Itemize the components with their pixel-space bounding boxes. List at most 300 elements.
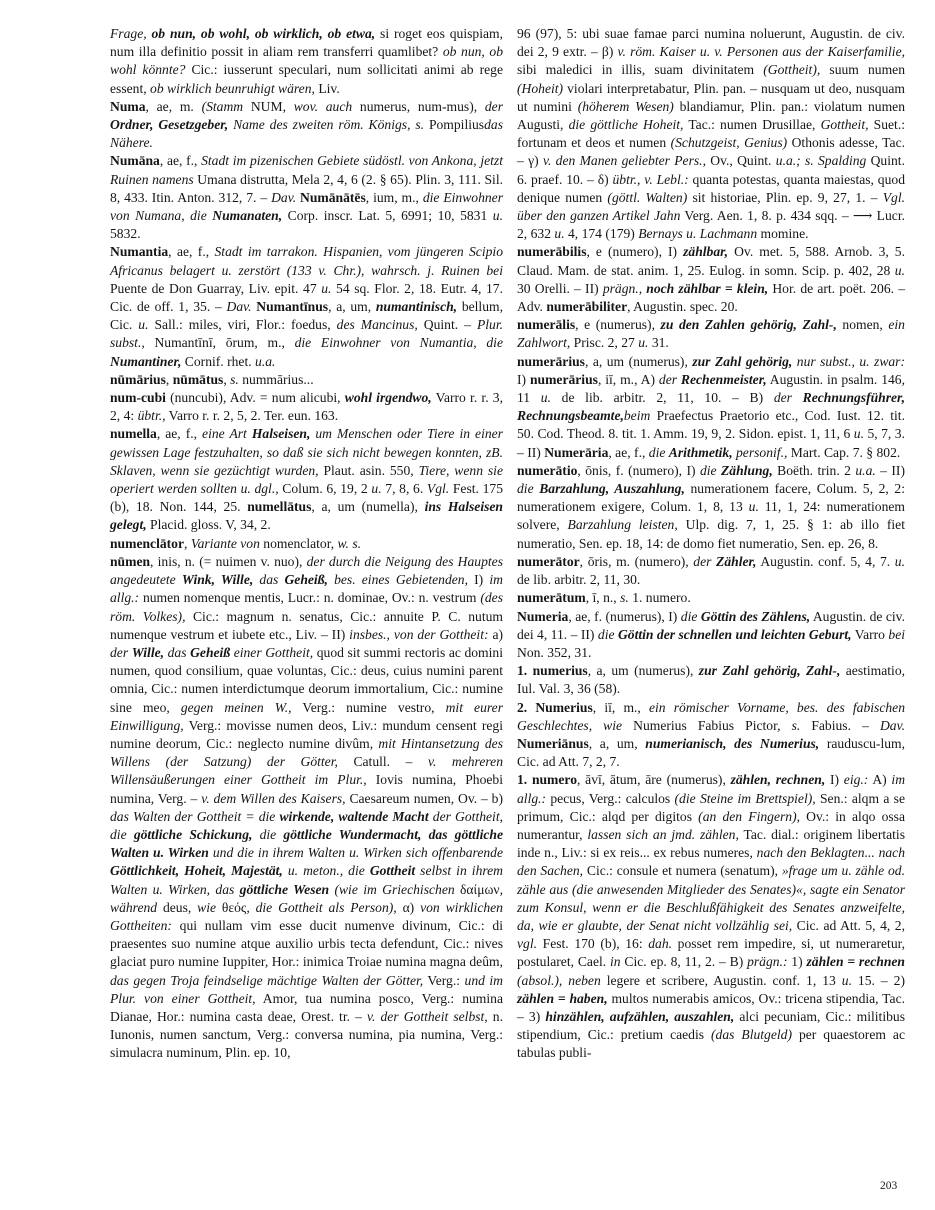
entry-text: numerus, num-mus), <box>352 98 485 114</box>
dictionary-entry <box>517 243 905 316</box>
entry-text: Barzahlung leisten, <box>567 517 678 533</box>
entry-text: nomen, <box>836 317 889 333</box>
entry-text: Puente de Don Guarray, Liv. epit. 47 <box>110 280 322 296</box>
entry-text: die Einwohner von Numantia, die <box>294 335 503 351</box>
entry-headword: Numānātēs <box>300 189 366 205</box>
entry-text: göttliche Wundermacht, das göttliche Walten u. Wirken <box>110 826 504 861</box>
entry-text: numen nomenque mentis, Lucr.: n. dominae, Ov.: n. vestrum <box>139 590 481 606</box>
entry-text: prägn.: <box>747 954 788 970</box>
entry-text: Tac.: numen Drusillae, <box>683 117 821 133</box>
entry-text: Plaut. asin. 550, <box>318 462 419 478</box>
entry-text: die <box>680 608 701 624</box>
entry-text: (die Steine im Brettspiel), <box>674 790 816 806</box>
entry-text: rauduscu-lum, Cic. ad Att. 7, 2, 7. <box>517 735 906 770</box>
entry-text: übtr., v. Lebl.: <box>612 171 689 187</box>
entry-text: Varro <box>851 626 889 642</box>
entry-text: Geheiß <box>190 644 231 660</box>
entry-text: Ov.: in alqo ossa numerantur, <box>517 808 906 842</box>
entry-text: Iovis numina, Phoebi numina, Verg. – <box>110 772 503 806</box>
entry-headword: Numerāria <box>544 444 609 460</box>
entry-text: ob wirklich beunruhigt wären, <box>150 80 315 96</box>
entry-text: die Einwohner von Numana, die <box>110 189 504 224</box>
entry-text: mit eurer Einwilligung, <box>110 699 503 733</box>
entry-headword: Numantīnus <box>256 299 329 315</box>
entry-text: α) <box>396 899 421 915</box>
entry-text: im allg.: <box>110 572 503 606</box>
entry-text: der <box>773 390 803 406</box>
entry-text: Rechnungsführer, Rechnungsbeamte, <box>517 390 905 424</box>
entry-text: der Gottheit, die <box>110 808 504 842</box>
dictionary-entry <box>517 589 905 607</box>
entry-text: δαίμων <box>460 881 500 897</box>
entry-text: u. <box>748 499 759 515</box>
entry-text: , ae, f. (numerus), I) <box>568 608 681 624</box>
entry-text: Dav. <box>879 717 905 733</box>
entry-text: 15. – 2) <box>851 972 905 988</box>
entry-text: Non. 352, 31. <box>517 644 592 660</box>
entry-text: v. mehreren Willensäußerungen einer Gottheit im Plur., <box>110 754 503 788</box>
entry-text: Ulp. dig. 7, 1, 25. § 1: ab illo fiet numeratio, Sen. ep. 18, 14: de domo fiet numeratio, Sen. ep. 26, 8. <box>517 517 905 551</box>
entry-text: Verg. Aen. 1, 8. p. 434 sqq. – ⟶ Lucr. 2, 632 <box>517 208 905 242</box>
entry-text: Hor. de art. poët. 206. – Adv. <box>517 280 905 315</box>
entry-text: , ae, f., <box>168 244 215 260</box>
entry-text: nach den Beklagten... nach den Sachen, <box>517 845 905 879</box>
entry-text: zählen = haben, <box>517 990 608 1006</box>
entry-text: göttliche Schickung, <box>133 826 253 842</box>
entry-text: 5832. <box>110 226 141 242</box>
entry-text: wohl irgendwo, <box>344 390 432 406</box>
entry-text: Arithmetik, <box>668 444 733 460</box>
entry-text: Vgl. über den ganzen Artikel Jahn <box>517 189 906 224</box>
entry-text: , <box>165 371 173 387</box>
entry-text: Stadt im pizenischen Gebiete südöstl. von Ankona, jetzt Ruinen namens <box>110 153 503 187</box>
dictionary-entry <box>517 353 905 462</box>
dictionary-entry <box>110 389 503 425</box>
entry-text: A) <box>868 772 892 788</box>
entry-text: u. <box>894 262 905 278</box>
entry-text: die <box>597 626 618 642</box>
entry-text: si roget eos quispiam, num illa definitio possit in aliam rem transferri quamlibet? <box>110 26 503 60</box>
entry-text: 7, 8, 6. <box>381 481 427 497</box>
entry-text: u. <box>371 481 382 497</box>
dictionary-entry <box>110 371 503 389</box>
entry-text: a) <box>488 626 504 642</box>
entry-text: 11, 1, 24: numerationem solvere, <box>517 499 905 533</box>
entry-text: Praefectus Praetorio etc., Cod. Iust. 12. tit. 50. Cod. Theod. 8. tit. 1. Amm. 19, 9, 2. Sidon. epist. 1, 11, 6 <box>517 408 905 442</box>
entry-text: , ium, m., <box>365 189 423 205</box>
entry-text: Othonis adesse, Tac. – γ) <box>517 135 906 169</box>
entry-text: qui nullam vim esse ducit numenve divinum, Cic.: di praesentes suo numine atque auxilio urbis tecta defendunt, Cic.: nives glaciat puro numine Iuppiter, Hor.: inimica Troiae numina magna deûm, <box>110 917 503 970</box>
entry-text: Zählung, <box>720 462 773 478</box>
dictionary-entry <box>110 425 503 534</box>
entry-text: NUM, <box>243 98 294 114</box>
entry-text: ob nun, ob wohl, ob wirklich, ob etwa, <box>151 26 376 41</box>
entry-text: zur Zahl gehörig, Zahl-, <box>698 663 841 679</box>
entry-text: (Stamm <box>201 98 244 114</box>
entry-text: u. <box>492 208 503 224</box>
entry-text: Amor, tua numina posco, Verg.: numina Dianae, Hor.: numina casta deae, Orest. tr. – <box>110 990 503 1024</box>
entry-text: 1) <box>787 954 807 970</box>
entry-text: dah. <box>648 936 673 952</box>
entry-text: , während <box>110 881 503 915</box>
entry-text: noch zählbar = klein, <box>646 280 769 296</box>
entry-text: numerianisch, des Numerius, <box>645 735 820 751</box>
entry-text: , a, um (numerus), <box>584 353 693 369</box>
entry-text: Varro r. r. 2, 5, 2. Ter. eun. 163. <box>165 408 339 424</box>
entry-text: , a, um (numella), <box>311 499 425 515</box>
entry-text: wirkende, waltende Macht <box>279 808 429 824</box>
entry-text: hinzählen, aufzählen, auszahlen, <box>545 1008 735 1024</box>
entry-text: Plur. subst., <box>110 317 503 351</box>
entry-text: 54 sq. Flor. 2, 18. Eutr. 4, 17. Cic. de off. 1, 35. – <box>110 280 503 315</box>
entry-headword: numerātio <box>517 462 578 478</box>
entry-text: Cic. ad Att. 5, 4, 2, <box>792 917 905 933</box>
dictionary-entry <box>110 25 503 98</box>
entry-text: , inis, n. (= nuimen v. nuo), <box>150 553 307 569</box>
entry-headword: nūmen <box>110 553 151 569</box>
entry-text: Ov., Quint. <box>705 153 776 169</box>
entry-text: Pompilius <box>424 117 485 133</box>
entry-text: u. <box>138 317 149 333</box>
entry-text: u. <box>540 390 551 406</box>
entry-text: Suet.: fortunam et deos et numen <box>517 117 905 151</box>
entry-text: Frage, <box>110 26 152 41</box>
entry-text: Fabius. – <box>800 717 880 733</box>
entry-text: Tac. dial.: originem libertatis inde n., Liv.: si ex reis... ex rebus numeres, <box>517 826 906 861</box>
entry-text: pecus, Verg.: calculos <box>546 790 675 806</box>
entry-text: 96 (97), 5: ubi suae famae parci numina noluerunt, Augustin. de civ. dei 2, 9 extr. – β) <box>517 26 905 60</box>
entry-headword: 1. numero <box>517 772 578 788</box>
entry-text: Ordner, Gesetzgeber, <box>110 117 229 133</box>
entry-text: de lib. arbitr. 2, 11, 10. – B) <box>550 390 774 406</box>
entry-text: Numanaten, <box>212 208 283 224</box>
right-column <box>517 25 905 1063</box>
entry-text: Corp. inscr. Lat. 5, 6991; 10, 5831 <box>282 208 493 224</box>
entry-headword: numerātum <box>517 590 586 606</box>
entry-headword: nūmātus <box>172 371 224 387</box>
entry-text: Gottheit <box>369 863 416 879</box>
entry-text: im allg.: <box>517 772 906 806</box>
entry-text: Halseisen, <box>251 426 311 442</box>
entry-text: bei <box>888 626 906 642</box>
entry-text: (Gottheit), <box>763 62 821 78</box>
entry-headword: num-cubi <box>110 390 166 406</box>
entry-text: Numantīnī, ōrum, m., <box>144 335 295 351</box>
dictionary-entry <box>110 553 503 1063</box>
entry-text: Quint. 6. praef. 10. – δ) <box>517 153 905 187</box>
entry-text: beim <box>623 408 651 424</box>
entry-text: Bernays u. Lachmann <box>638 226 758 242</box>
entry-text: posset rem impedire, si, ut numeraretur, postularet, Cael. <box>517 936 905 970</box>
entry-text: einer Gottheit, <box>230 644 314 660</box>
entry-text: , e (numerus), <box>575 317 661 333</box>
entry-text: (das Blutgeld) <box>711 1027 792 1043</box>
entry-text: Placid. gloss. V, 34, 2. <box>146 517 271 533</box>
entry-text: prägn., <box>602 280 647 296</box>
entry-text: vgl. <box>517 936 538 952</box>
entry-text: aestimatio, Iul. Val. 3, 36 (58). <box>517 663 906 697</box>
entry-text: die <box>699 462 721 478</box>
dictionary-entry <box>110 152 503 243</box>
entry-text: quanta potestas, quanta maiestas, quod denique numen <box>517 171 905 205</box>
entry-text: , ae, m. <box>145 98 202 114</box>
entry-text: sit historiae, Plin. ep. 9, 27, 1. – <box>687 189 883 205</box>
entry-text: quod sit summi rectoris ac domini numen, quod consilium, quae voluntas, Cic.: deus, cuius numini parent omnia, Cic.: numen interdictumque deorum immortalium, Cic.: numine sine meo, <box>110 644 503 715</box>
entry-text: Fest. 175 (b), 18. Non. 144, 25. <box>110 481 503 515</box>
entry-text: Göttin des Zählens, <box>700 608 811 624</box>
entry-text: übtr., <box>137 408 166 424</box>
entry-headword: numerātor <box>517 553 580 569</box>
entry-text: momine. <box>757 226 809 242</box>
entry-text: v. der Gottheit selbst, <box>366 1008 488 1024</box>
left-column <box>110 25 503 1063</box>
entry-text: (absol.), <box>517 972 563 988</box>
entry-text: Caesareum numen, Ov. – b) <box>345 790 504 806</box>
entry-text: Verg.: numine vestro, <box>291 699 446 715</box>
entry-text: mit Hintansetzung des Willens (der Satzung) der Götter, <box>110 735 503 770</box>
entry-text: w. s. <box>337 535 362 551</box>
entry-text: u.a.; s. Spalding <box>775 153 867 169</box>
entry-text: und im Plur. von einer Gottheit, <box>110 972 503 1006</box>
entry-text: nur subst., u. zwar: <box>792 353 905 369</box>
entry-text: insbes., von der Gottheit: <box>349 626 489 642</box>
entry-text: suum numen <box>820 62 905 78</box>
entry-text: u.a. <box>255 353 276 369</box>
entry-text: u.a. <box>855 462 876 478</box>
entry-text: s. <box>230 371 239 387</box>
entry-text: s. <box>791 717 801 733</box>
entry-text: numerationem facere, Colum. 5, 2, 2: numerationem exigere, Colum. 1, 8, 13 <box>517 481 905 515</box>
entry-headword: numerābiliter <box>546 299 628 315</box>
entry-text: das <box>164 644 191 660</box>
dictionary-entry <box>517 608 905 663</box>
entry-text: , wie <box>187 899 222 915</box>
entry-text: Boëth. trin. 2 <box>772 462 856 478</box>
entry-text: Variante von <box>190 535 260 551</box>
entry-text: 5, 7, 3. – II) <box>517 426 906 460</box>
entry-text: Cic.: consule et numera (senatum), <box>583 863 782 879</box>
entry-text: Augustin. in psalm. 146, 11 <box>517 371 905 406</box>
entry-text: Cic.: iusserunt speculari, num sollicitati animi ab rege essent, <box>110 62 503 96</box>
entry-text: I) <box>825 772 844 788</box>
entry-text: – II) <box>875 462 905 478</box>
entry-text: Göttlichkeit, Hoheit, Majestät, <box>110 863 283 879</box>
entry-text: Numantiner, <box>110 353 182 369</box>
entry-text: numantinisch, <box>375 299 458 315</box>
entry-text: 30 Orelli. – II) <box>517 280 603 296</box>
entry-text: der durch die Neigung des Hauptes angedeutete <box>110 553 503 588</box>
entry-headword: nūmārius <box>110 371 166 387</box>
entry-text: Barzahlung, Auszahlung, <box>539 481 685 497</box>
page-number: 203 <box>880 1180 898 1192</box>
entry-text: von wirklichen Gottheiten: <box>110 899 503 933</box>
entry-headword: numerārius <box>529 371 598 387</box>
entry-text: , ōnis, f. (numero), I) <box>577 462 700 478</box>
entry-text: Cornif. rhet. <box>181 353 256 369</box>
entry-text: v. den Manen geliebter Pers., <box>542 153 706 169</box>
entry-text: (an den Fingern), <box>698 808 800 824</box>
entry-text: , ae, f., <box>159 153 202 169</box>
entry-text: u. meton., die <box>282 863 370 879</box>
entry-text: die <box>252 826 284 842</box>
entry-text: um Menschen oder Tiere in einer gewissen Lage festzuhalten, so daß sie sich nicht bewegen konnten, zB. Sklaven, wenn sie gezüchtigt wurden, <box>110 426 503 478</box>
entry-text: Sen.: alqm a se primum, Cic.: alqd per digitos <box>517 790 905 824</box>
entry-text: Verg.: <box>423 972 465 988</box>
entry-text: der <box>693 553 717 569</box>
entry-headword: Numeriānus <box>517 735 589 751</box>
dictionary-entry <box>517 462 905 553</box>
entry-text: Varro r. r. 3, 2, 4: <box>110 390 503 424</box>
dictionary-entry <box>517 553 905 589</box>
entry-text: ins Halseisen gelegt, <box>110 499 503 533</box>
entry-text: 31. <box>648 335 669 351</box>
entry-text: das gegen Troja feindselige mächtige Walten der Götter, <box>110 972 424 988</box>
entry-headword: numellātus <box>247 499 312 515</box>
entry-text: nomenclator, <box>259 535 338 551</box>
entry-headword: numella <box>110 426 157 442</box>
entry-text: das Nähere. <box>110 117 503 151</box>
entry-text: Vgl. <box>426 481 450 497</box>
entry-text: Name des zweiten röm. Königs, s. <box>228 117 425 133</box>
entry-text: , iī, m., <box>592 699 649 715</box>
entry-text: Mart. Cap. 7. § 802. <box>787 444 901 460</box>
entry-text: lassen sich an jmd. zählen, <box>587 826 739 842</box>
entry-text: Stadt im tarrakon. Hispanien, vom jüngeren Scipio Africanus belagert u. zerstört (133 v. Chr.), wahrsch. j. Ruinen bei <box>110 244 503 278</box>
entry-text: der <box>658 371 681 387</box>
entry-text: eine Art <box>202 426 252 442</box>
entry-text: , āvī, ātum, āre (numerus), <box>577 772 731 788</box>
entry-headword: 1. numerius <box>517 663 588 679</box>
entry-text: v. dem Willen des Kaisers, <box>201 790 346 806</box>
entry-text: Numerius Fabius Pictor, <box>622 717 792 733</box>
entry-text: das <box>253 572 285 588</box>
entry-text: Quint. – <box>417 317 477 333</box>
entry-headword: 2. Numerius <box>517 699 593 715</box>
entry-text: , ōris, m. (numero), <box>579 553 694 569</box>
entry-text: gegen meinen W., <box>180 699 292 715</box>
entry-text: Göttin der schnellen und leichten Geburt, <box>617 626 852 642</box>
dictionary-entry <box>517 316 905 352</box>
entry-text: zu den Zahlen gehörig, Zahl-, <box>660 317 837 333</box>
entry-headword: Numantia <box>110 244 169 260</box>
entry-text: (Hoheit) <box>517 80 564 96</box>
entry-text: Umana distrutta, Mela 2, 4, 6 (2. § 65). Plin. 3, 111. Sil. 8, 433. Itin. Anton. 312, 7. – <box>110 171 503 205</box>
entry-text: Dav. <box>271 189 297 205</box>
entry-headword: numerābilis <box>517 244 587 260</box>
entry-headword: Numeria <box>517 608 569 624</box>
entry-text: Dav. <box>226 299 252 315</box>
entry-text: Augustin. de civ. dei 4, 11. – II) <box>517 608 905 642</box>
entry-text: , a, um, <box>588 735 646 751</box>
dictionary-entry <box>517 699 905 772</box>
entry-headword: Numāna <box>110 153 160 169</box>
entry-text: Augustin. conf. 5, 4, 7. <box>756 553 895 569</box>
entry-text: θεός <box>221 899 247 915</box>
entry-text: de lib. arbitr. 2, 11, 30. <box>517 572 641 588</box>
entry-headword: Numa <box>110 98 146 114</box>
entry-text: legere et scribere, Augustin. conf. 1, 13 <box>600 972 842 988</box>
entry-text: göttliche Wesen <box>239 881 330 897</box>
entry-text: die <box>517 481 540 497</box>
entry-text: nummārius... <box>238 371 314 387</box>
entry-text: die <box>648 444 669 460</box>
entry-text: zählen, rechnen, <box>730 772 826 788</box>
entry-text: ein Zahlwort, <box>517 317 905 351</box>
entry-text: , iī, m., A) <box>597 371 659 387</box>
dictionary-entry <box>110 243 503 370</box>
entry-text: Cic. ep. 8, 11, 2. – B) <box>620 954 748 970</box>
entry-text: u. <box>321 280 332 296</box>
entry-text: I) <box>517 371 530 387</box>
entry-headword: numenclātor <box>110 535 185 551</box>
entry-text: , die Gottheit als Person), <box>246 899 397 915</box>
entry-text: Sall.: miles, viri, Flor.: foedus, <box>148 317 337 333</box>
entry-text: , <box>223 371 231 387</box>
entry-text: (des röm. Volkes), <box>110 590 503 624</box>
entry-text: u. <box>894 553 905 569</box>
entry-text: ein römischer Vorname, bes. des fabischen Geschlechtes, wie <box>517 699 905 733</box>
entry-text: neben <box>568 972 601 988</box>
entry-text: per quaestorem ac tabulas publi- <box>517 1027 905 1061</box>
dictionary-entry <box>517 25 905 243</box>
entry-text: Gottheit, <box>820 117 869 133</box>
entry-text: sibi maledici in illis, suam divinitatem <box>517 62 764 78</box>
entry-text: Wille, <box>131 644 165 660</box>
entry-text: , ae, f., <box>608 444 649 460</box>
entry-text: u. <box>841 972 852 988</box>
entry-text: violari interpretabatur, Plin. pan. – nusquam ut deo, nusquam ut numini <box>517 80 905 114</box>
dictionary-entry <box>110 535 503 553</box>
entry-text: , a, um, <box>328 299 376 315</box>
entry-text: das Walten der Gottheit = die <box>110 808 280 824</box>
entry-text: der <box>484 98 503 114</box>
entry-headword: numerālis <box>517 317 576 333</box>
entry-text: , ae, f., <box>156 426 203 442</box>
entry-text: in <box>610 954 621 970</box>
entry-text: alci pecuniam, Cic.: militibus stipendium, Cic.: pretium caedis <box>517 1008 905 1043</box>
entry-text: eig.: <box>843 772 869 788</box>
entry-text: (wie im Griechischen <box>329 881 461 897</box>
entry-text: n. Iunonis, numen sanctum, Verg.: conversa numina, pia numina, Verg.: simulacra numinum, Plin. ep. 10, <box>110 1008 504 1061</box>
entry-text: Zähler, <box>716 553 757 569</box>
entry-text: Fest. 170 (b), 16: <box>537 936 649 952</box>
entry-text: (nuncubi), Adv. = num alicubi, <box>165 390 345 406</box>
entry-text: personif., <box>732 444 788 460</box>
entry-text: Rechenmeister, <box>680 371 767 387</box>
entry-text: ob nun, ob wohl könnte? <box>110 44 504 78</box>
entry-text: v. röm. Kaiser u. v. Personen aus der Kaiserfamilie, <box>617 44 906 60</box>
entry-text: und die in ihrem Walten u. Wirken sich offenbarende <box>208 845 503 861</box>
entry-text: des Mancinus, <box>336 317 418 333</box>
entry-text: u. <box>638 335 649 351</box>
entry-text: , Augustin. spec. 20. <box>627 299 738 315</box>
entry-text: , a, um (numerus), <box>587 663 699 679</box>
entry-text: zur Zahl gehörig, <box>692 353 793 369</box>
entry-text: Tiere, wenn sie operiert werden sollten u. dgl., <box>110 462 503 497</box>
entry-text: Ov. met. 5, 588. Arnob. 3, 5. Claud. Mam. de stat. anim. 1, 25. Eulog. in somn. Scip. p. 402, 28 <box>517 244 905 278</box>
entry-text: bellum, Cic. <box>110 299 503 333</box>
dictionary-entry <box>110 98 503 153</box>
entry-text: Verg.: movisse numen deos, Liv.: mundum censent regi numine deorum, Cic.: neglecto numine divûm, <box>110 717 503 751</box>
entry-text: die göttliche Hoheit, <box>568 117 684 133</box>
entry-text: Geheiß, <box>284 572 328 588</box>
entry-text: (göttl. Walten) <box>607 189 688 205</box>
entry-text: Catull. – <box>337 754 428 770</box>
entry-text: blandiamur, Plin. pan.: violatum numen Augusti, <box>517 98 905 133</box>
dictionary-entry <box>517 771 905 1062</box>
entry-text: , e (numero), I) <box>586 244 684 260</box>
dictionary-entry <box>517 662 905 698</box>
